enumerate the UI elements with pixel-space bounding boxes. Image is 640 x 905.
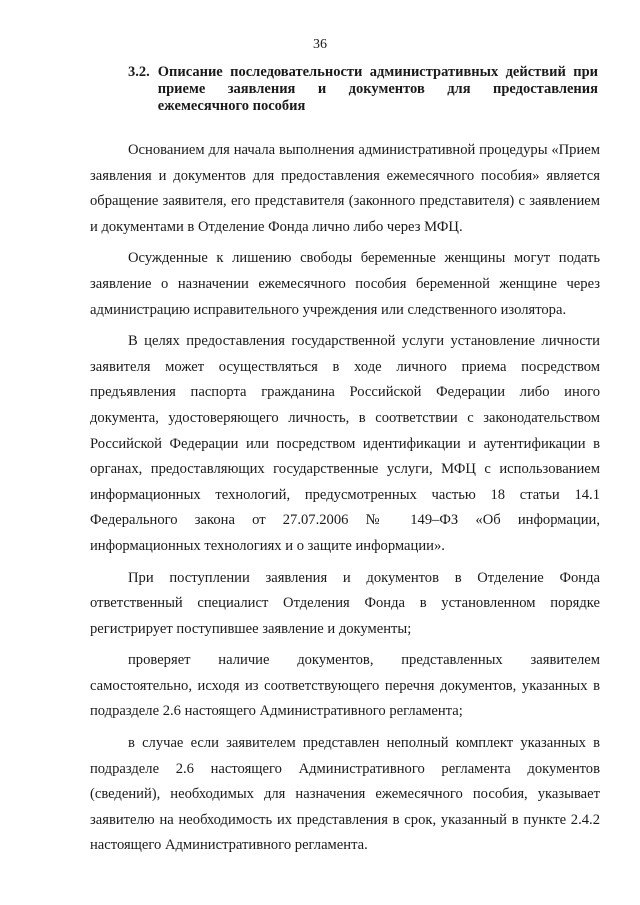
body-text <box>90 138 600 865</box>
paragraph-identification: В целях предоставления государственной услуги установление личности заявителя может осуществляться в ходе личного приема посредством предъявления паспорта гражданина Российской Федерации либо иного документа, удостоверяющего личность, в соответствии с законодательством Российской Федерации или посредством идентификации и аутентификации в органах, предоставляющих государственные услуги, МФЦ с использованием информационных технологий, предусмотренных частью 18 статьи 14.1 Федерального закона от 27.07.2006 № 149–ФЗ «Об информации, информационных технологиях и о защите информации». <box>90 333 600 554</box>
page-number: 36 <box>313 37 327 52</box>
section-title: Описание последовательности административных действий при приеме заявления и документов для предоставления ежемесячного пособия <box>157 64 598 114</box>
paragraph-convicted-women: Осужденные к лишению свободы беременные женщины могут подать заявление о назначении ежемесячного пособия беременной женщине через администрацию исправительного учреждения или следственного изолятора. <box>90 250 600 318</box>
paragraph-checks-documents: проверяет наличие документов, представленных заявителем самостоятельно, исходя из соответствующего перечня документов, указанных в подразделе 2.6 настоящего Административного регламента; <box>90 652 600 720</box>
paragraph-incomplete-set: в случае если заявителем представлен неполный комплект указанных в подразделе 2.6 настоящего Административного регламента документов (сведений), необходимых для назначения ежемесячного пособия, указывает заявителю на необходимость их представления в срок, указанный в пункте 2.4.2 настоящего Административного регламента. <box>90 735 600 854</box>
paragraph-registration: При поступлении заявления и документов в Отделение Фонда ответственный специалист Отделения Фонда в установленном порядке регистрирует поступившее заявление и документы; <box>90 569 600 637</box>
section-number: 3.2. <box>128 64 150 80</box>
paragraph-basis: Основанием для начала выполнения административной процедуры «Прием заявления и документов для предоставления ежемесячного пособия» является обращение заявителя, его представителя (законного представителя) с заявлением и документами в Отделение Фонда лично либо через МФЦ. <box>90 142 600 235</box>
section-heading <box>128 64 598 115</box>
